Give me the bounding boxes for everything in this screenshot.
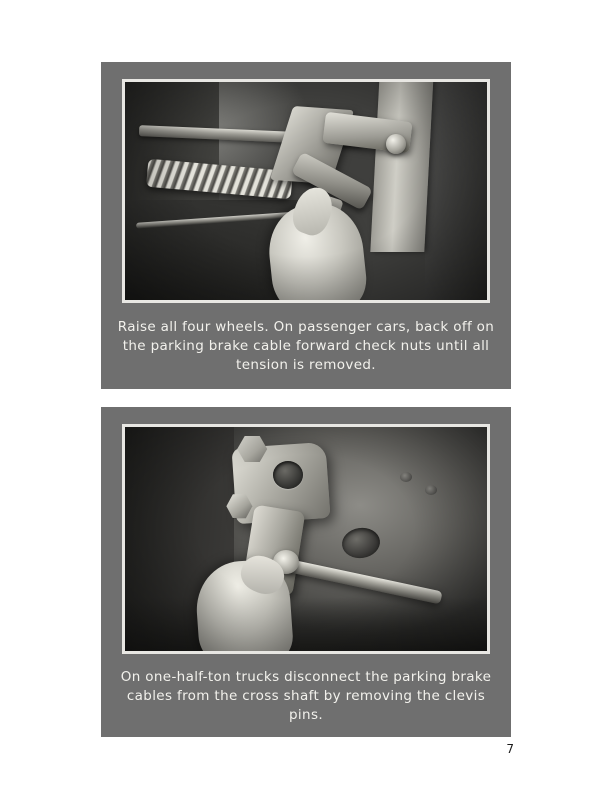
photo-parking-brake-cable-check-nuts xyxy=(125,82,487,300)
page-number: 7 xyxy=(506,742,514,756)
figure-caption-2: On one-half-ton trucks disconnect the parking brake cables from the cross shaft by removing the clevis pins. xyxy=(120,668,492,723)
figure-block-2 xyxy=(101,407,511,737)
photo-frame-2 xyxy=(122,424,490,654)
photo-cross-shaft-clevis-pins xyxy=(125,427,487,651)
figure-caption-1: Raise all four wheels. On passenger cars, back off on the parking brake cable forward check nuts until all tension is removed. xyxy=(117,318,495,373)
figure-block-1 xyxy=(101,62,511,389)
photo-frame-1 xyxy=(122,79,490,303)
